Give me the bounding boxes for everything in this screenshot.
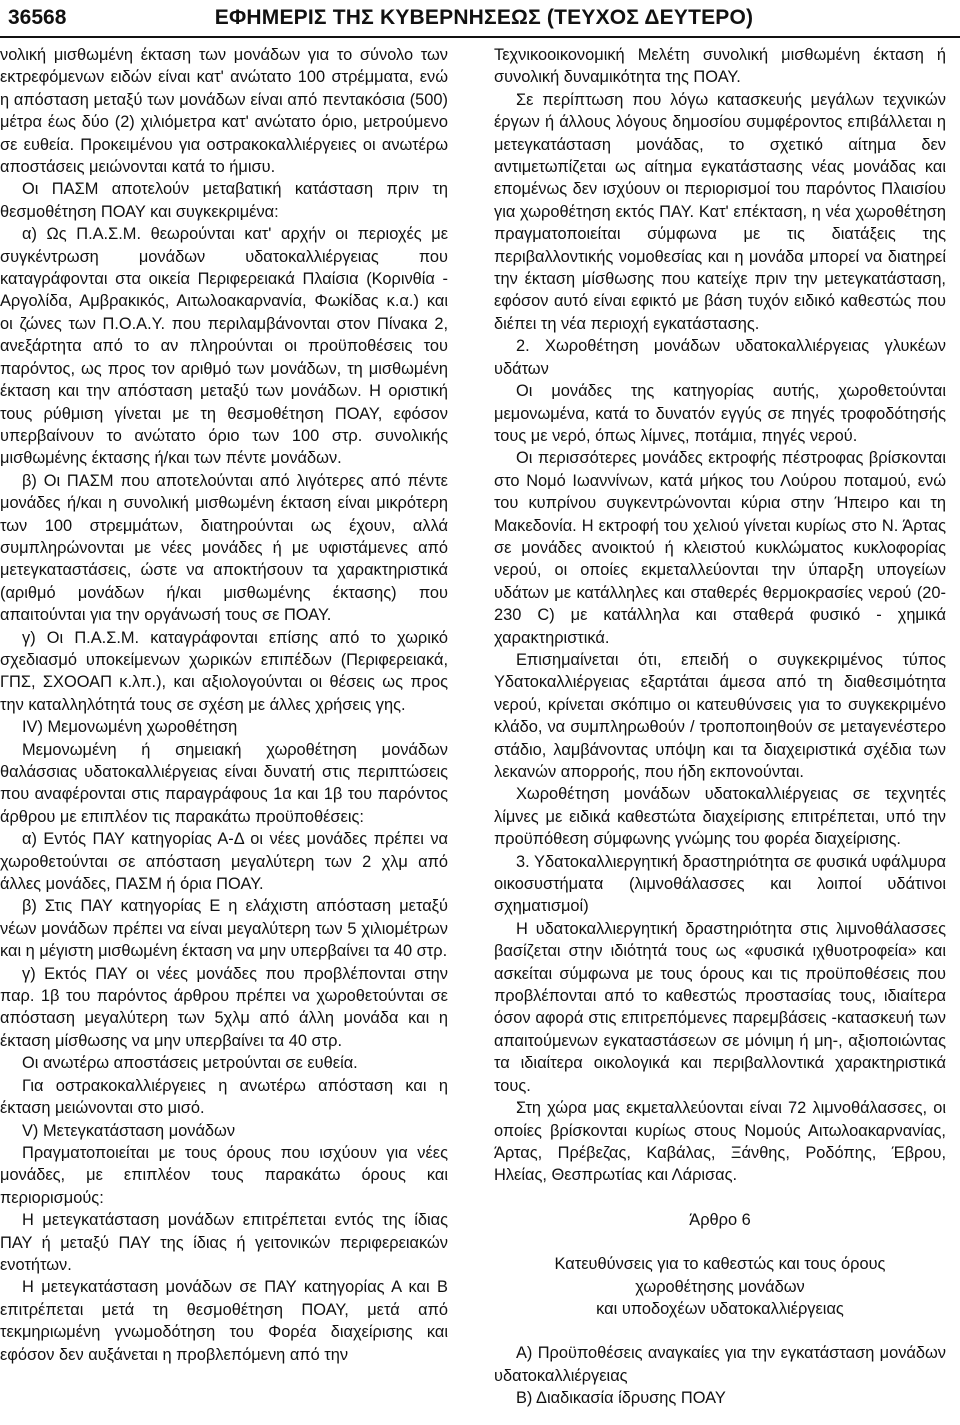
section-heading: V) Μετεγκατάσταση μονάδων <box>22 1121 236 1140</box>
paragraph: α) Εντός ΠΑΥ κατηγορίας Α-Δ οι νέες μονάδες πρέπει να χωροθετούνται σε απόσταση μεγαλύτερη των 2 χλμ από άλλες μονάδες, ΠΑΣΜ ή όρια ΠΟΑΥ. <box>0 830 448 894</box>
paragraph: Τεχνικοοικονομική Μελέτη συνολική μισθωμένη έκταση ή συνολική δυναμικότητα της ΠΟΑΥ. <box>494 46 946 87</box>
paragraph: Η μετεγκατάσταση μονάδων επιτρέπεται εντός της ίδιας ΠΑΥ ή μεταξύ ΠΑΥ της ίδιας ή γειτονικών περιφερειακών ενοτήτων. <box>0 1211 448 1274</box>
paragraph: β) Οι ΠΑΣΜ που αποτελούνται από λιγότερες από πέντε μονάδες ή/και η συνολική μισθωμένη έκταση είναι μικρότερη των 100 στρεμμάτων, διατηρούνται ως έχουν, αλλά συμπληρώνονται με νέες μονάδες ή με υφιστάμενες από μετεγκαταστάσεις, ώστε να αποκτήσουν τα χαρακτηριστικά (αριθμό μονάδων ή/και μισθωμένης έκτασης) που απαιτούνται για την οργάνωσή τους σε ΠΟΑΥ. <box>0 471 448 625</box>
paragraph: νολική μισθωμένη έκταση των μονάδων για το σύνολο των εκτρεφόμενων ειδών είναι κατ' ανώτατο 100 στρέμματα, ενώ η απόσταση μεταξύ των μονάδων είναι από πεντακόσια (500) μέτρα έως δύο (2) χιλιόμετρα κατ' ανώτατο όριο, μετρούμενο σε ευθεία. Προκειμένου για οστρακοκαλλιέργειες οι ανωτέρω αποστάσεις μειώνονται κατά το ήμισυ. <box>0 46 448 177</box>
paragraph: Επισημαίνεται ότι, επειδή ο συγκεκριμένος τύπος Υδατοκαλλιέργειας εξαρτάται άμεσα από τη διαθεσιμότητα νερού, κρίνεται σκόπιμο οι κατευθύνσεις για το συγκεκριμένο κλάδο, να συμπληρωθούν / τροποποιηθούν σε μεταγενέστερο στάδιο, λαμβάνοντας υπόψη και τα διαχειριστικά σχέδια των λεκανών απορροής, που ήδη εκπονούνται. <box>494 650 946 781</box>
article-item: Α) Προϋποθέσεις αναγκαίες για την εγκατάσταση μονάδων υδατοκαλλιέργειας <box>494 1344 946 1385</box>
running-head: ΕΦΗΜΕΡΙΣ ΤΗΣ ΚΥΒΕΡΝΗΣΕΩΣ (ΤΕΥΧΟΣ ΔΕΥΤΕΡΟ) <box>214 6 754 29</box>
page-header <box>0 0 960 38</box>
paragraph: Χωροθέτηση μονάδων υδατοκαλλιέργειας σε τεχνητές λίμνες με ειδικά καθεστώτα διαχείρισης επιτρέπεται, υπό την προϋπόθεση σύμφωνης γνώμης του φορέα διαχείρισης. <box>494 785 946 849</box>
paragraph: γ) Εκτός ΠΑΥ οι νέες μονάδες που προβλέπονται στην παρ. 1β του παρόντος άρθρου πρέπει να χωροθετούνται σε απόσταση μεγαλύτερη των 5χλμ από άλλη μονάδα και η έκταση μίσθωσης να μην υπερβαίνει τα 40 στρ. <box>0 964 448 1050</box>
section-heading: 3. Υδατοκαλλιεργητική δραστηριότητα σε φυσικά υφάλμυρα οικοσυστήματα (λιμνοθάλασσες και λοιποί υδάτινοι σχηματισμοί) <box>494 852 946 916</box>
paragraph: Στη χώρα μας εκμεταλλεύονται είναι 72 λιμνοθάλασσες, οι οποίες βρίσκονται κυρίως στους Νομούς Αιτωλοακαρνανίας, Άρτας, Πρέβεζας, Καβάλας, Ξάνθης, Ροδόπης, Έβρου, Ηλείας, Θεσπρωτίας και Λάρισας. <box>494 1099 946 1185</box>
article-title-line: Κατευθύνσεις για το καθεστώς και τους όρους <box>554 1255 886 1274</box>
paragraph: β) Στις ΠΑΥ κατηγορίας Ε η ελάχιστη απόσταση μεταξύ νέων μονάδων πρέπει να είναι μεγαλύτερη των 5 χιλιομέτρων και η μέγιστη μισθωμένη έκταση να μην υπερβαίνει τα 40 στρ. <box>0 897 448 961</box>
article-heading: Άρθρο 6 <box>689 1210 751 1229</box>
paragraph: α) Ως Π.Α.Σ.Μ. θεωρούνται κατ' αρχήν οι περιοχές με συγκέντρωση μονάδων υδατοκαλλιέργειας που καταγράφονται στα οικεία Περιφερειακά Πλαίσια (Κορινθία - Αργολίδα, Αμβρακικός, Αιτωλοακαρνανία, Φωκίδας κ.α.) και οι ζώνες των Π.Ο.Α.Υ. που περιλαμβάνονται στον Πίνακα 2, ανεξάρτητα από το αν πληρούνται οι προϋποθέσεις του παρόντος, ως προς τον αριθμό των μονάδων, τη μισθωμένη έκταση και την απόσταση μεταξύ των μονάδων. Η οριστική τους ρύθμιση γίνεται με τη θεσμοθέτηση ΠΟΑΥ, εφόσον υπερβαίνουν το ανώτατο όριο των 100 στρ. συνολικής μισθωμένης έκτασης ή/και των πέντε μονάδων. <box>0 225 448 468</box>
page-number: 36568 <box>8 6 67 29</box>
spacer <box>494 1320 946 1342</box>
section-heading: IV) Μεμονωμένη χωροθέτηση <box>22 718 238 737</box>
paragraph: Οι μονάδες της κατηγορίας αυτής, χωροθετούνται μεμονωμένα, κατά το δυνατόν εγγύς σε πηγές τροφοδότησής τους με νερό, όπως λίμνες, ποτάμια, πηγές νερού. <box>494 382 946 445</box>
right-column <box>494 44 946 1410</box>
left-column <box>0 44 448 1366</box>
article-title-line: και υποδοχέων υδατοκαλλιέργειας <box>596 1299 844 1318</box>
section-heading: 2. Χωροθέτηση μονάδων υδατοκαλλιέργειας γλυκέων υδάτων <box>494 337 946 378</box>
article-item: Β) Διαδικασία ίδρυσης ΠΟΑΥ <box>516 1389 726 1408</box>
paragraph: Οι περισσότερες μονάδες εκτροφής πέστροφας βρίσκονται στο Νομό Ιωαννίνων, κατά μήκος του Λούρου ποταμού, ενώ του κυπρίνου συγκεντρώνονται κύρια στην Ήπειρο και τη Μακεδονία. Η εκτροφή του χελιού γίνεται κυρίως στο Ν. Άρτας σε μονάδες ανοικτού ή κλειστού κυκλώματος κυκλοφορίας νερού, οι οποίες εκμεταλλεύονται την ύπαρξη υπογείων υδάτων με κατάλληλες και σταθερές θερμοκρασίες νερού (20-230 C) με κατάλληλα και σταθερά φυσικό - χημικά χαρακτηριστικά. <box>494 449 946 647</box>
paragraph: γ) Οι Π.Α.Σ.Μ. καταγράφονται επίσης από το χωρικό σχεδιασμό υποκείμενων χωρικών επιπέδων (Περιφερειακά, ΓΠΣ, ΣΧΟΟΑΠ κ.λπ.), και αξιολογούνται οι θέσεις ως προς την καταλληλότητά τους σε σχέση με άλλες χρήσεις γης. <box>0 628 448 714</box>
spacer <box>494 1231 946 1253</box>
spacer <box>494 1187 946 1209</box>
paragraph: Οι ΠΑΣΜ αποτελούν μεταβατική κατάσταση πριν τη θεσμοθέτηση ΠΟΑΥ και συγκεκριμένα: <box>0 180 448 221</box>
paragraph: Οι ανωτέρω αποστάσεις μετρούνται σε ευθεία. <box>22 1054 358 1073</box>
paragraph: Η υδατοκαλλιεργητική δραστηριότητα στις λιμνοθάλασσες βασίζεται στην ιδιότητά τους ως «φυσικά ιχθυοτροφεία» και ασκείται σύμφωνα με τους όρους και τις προϋποθέσεις που προβλέπονται από το καθεστώς προστασίας τους, ιδιαίτερα όσον αφορά στις επιτρεπόμενες παρεμβάσεις -κατασκευή των απαιτούμενων εγκαταστάσεων σε μόνιμη ή μη-, αξιοποιώντας τα ιδιαίτερα οικολογικά και περιβαλλοντικά χαρακτηριστικά τους. <box>494 919 946 1095</box>
paragraph: Μεμονωμένη ή σημειακή χωροθέτηση μονάδων θαλάσσιας υδατοκαλλιέργειας είναι δυνατή στις περιπτώσεις που αναφέρονται στις παραγράφους 1α και 1β του παρόντος άρθρου με επιπλέον τις παρακάτω προϋποθέσεις: <box>0 740 448 826</box>
article-title-line: χωροθέτησης μονάδων <box>635 1277 805 1296</box>
paragraph: Σε περίπτωση που λόγω κατασκευής μεγάλων τεχνικών έργων ή άλλους λόγους δημοσίου συμφέροντος επιβάλλεται η μετεγκατάσταση μονάδας, το σχετικό αίτημα δεν αντιμετωπίζεται ως αίτημα εγκατάστασης νέας μονάδας και επομένως δεν ισχύουν οι περιορισμοί του παρόντος Πλαισίου για χωροθέτηση εκτός ΠΑΥ. Κατ' επέκταση, η νέα χωροθέτηση πραγματοποιείται σύμφωνα με τις διατάξεις της περιβαλλοντικής νομοθεσίας και η μονάδα μπορεί να διατηρεί την έκταση μίσθωσης που κατείχε πριν την μετεγκατάσταση, εφόσον αυτό είναι εφικτό με βάση τυχόν ειδικό καθεστώς που διέπει τη νέα περιοχή εγκατάστασης. <box>494 90 946 333</box>
paragraph: Η μετεγκατάσταση μονάδων σε ΠΑΥ κατηγορίας Α και Β επιτρέπεται μετά τη θεσμοθέτηση ΠΟΑΥ, μετά από τεκμηριωμένη γνωμοδότηση του Φορέα διαχείρισης και εφόσον δεν αυξάνεται η προβλεπόμενη από την <box>0 1278 448 1364</box>
paragraph: Πραγματοποιείται με τους όρους που ισχύουν για νέες μονάδες, με επιπλέον τους παρακάτω όρους και περιορισμούς: <box>0 1143 448 1207</box>
paragraph: Για οστρακοκαλλιέργειες η ανωτέρω απόσταση και η έκταση μειώνονται στο μισό. <box>0 1076 448 1118</box>
